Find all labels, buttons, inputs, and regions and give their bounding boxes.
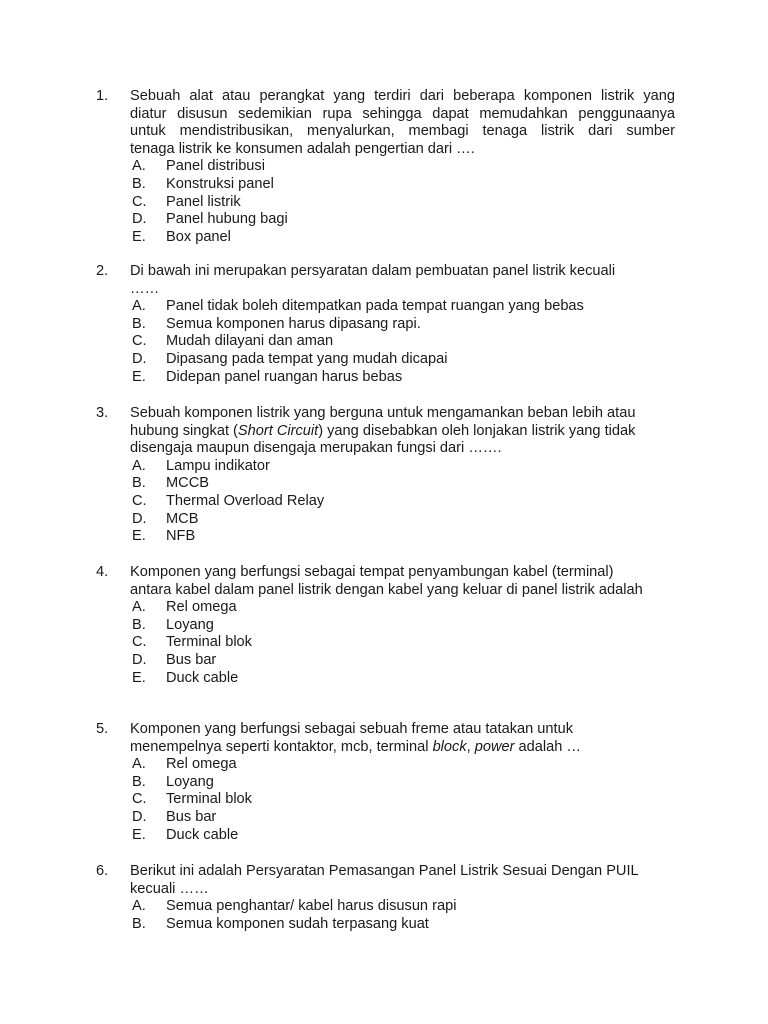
option-letter: A. — [132, 599, 146, 616]
option-text: Panel distribusi — [166, 158, 265, 175]
question-text — [130, 263, 675, 298]
option-letter: B. — [132, 175, 146, 192]
italic-term: block — [432, 738, 467, 755]
option-e[interactable] — [96, 528, 676, 546]
option-text: Didepan panel ruangan harus bebas — [166, 368, 403, 385]
option-list — [96, 599, 676, 687]
option-letter: D. — [132, 350, 147, 367]
question-2 — [96, 263, 676, 386]
option-text: Lampu indikator — [166, 457, 270, 474]
option-text: Box panel — [166, 228, 231, 245]
option-d[interactable] — [96, 211, 676, 229]
question-line: diatur disusun sedemikian rupa sehingga dapat memudahkan penggunaanya — [130, 105, 675, 122]
question-text — [130, 721, 675, 756]
option-text: MCCB — [166, 475, 209, 492]
option-letter: A. — [132, 158, 146, 175]
option-text: Loyang — [166, 616, 214, 633]
option-e[interactable] — [96, 229, 676, 247]
question-line-part: hubung singkat ( — [130, 422, 238, 439]
option-letter: B. — [132, 915, 146, 932]
option-c[interactable] — [96, 791, 676, 809]
option-letter: C. — [132, 791, 147, 808]
question-line: Komponen yang berfungsi sebagai sebuah freme atau tatakan untuk — [130, 721, 573, 737]
option-list — [96, 158, 676, 246]
question-line: Komponen yang berfungsi sebagai tempat penyambungan kabel (terminal) — [130, 564, 614, 580]
option-a[interactable] — [96, 898, 676, 916]
option-letter: B. — [132, 475, 146, 492]
question-6 — [96, 863, 676, 933]
option-letter: E. — [132, 826, 146, 843]
question-number: 5. — [96, 721, 109, 737]
question-line-part: menempelnya seperti kontaktor, mcb, terminal — [130, 738, 433, 755]
option-letter: E. — [132, 528, 146, 545]
italic-term: Short Circuit — [237, 422, 319, 439]
option-letter: E. — [132, 228, 146, 245]
option-letter: C. — [132, 634, 147, 651]
option-e[interactable] — [96, 827, 676, 845]
option-a[interactable] — [96, 458, 676, 476]
question-line: Berikut ini adalah Persyaratan Pemasangan Panel Listrik Sesuai Dengan PUIL — [130, 863, 639, 879]
option-letter: B. — [132, 773, 146, 790]
option-d[interactable] — [96, 652, 676, 670]
option-text: Rel omega — [166, 756, 237, 773]
question-line: kecuali …… — [130, 880, 209, 897]
question-number: 3. — [96, 405, 109, 421]
question-line: antara kabel dalam panel listrik dengan kabel yang keluar di panel listrik adalah — [130, 581, 643, 598]
question-number: 1. — [96, 88, 109, 104]
option-a[interactable] — [96, 158, 676, 176]
question-line: disengaja maupun disengaja merupakan fungsi dari ……. — [130, 440, 502, 457]
question-line: untuk mendistribusikan, menyalurkan, membagi tenaga listrik dari sumber — [130, 123, 675, 140]
option-letter: A. — [132, 298, 146, 315]
option-e[interactable] — [96, 670, 676, 688]
option-text: Loyang — [166, 773, 214, 790]
option-d[interactable] — [96, 351, 676, 369]
option-d[interactable] — [96, 809, 676, 827]
option-text: Konstruksi panel — [166, 175, 274, 192]
question-line: Di bawah ini merupakan persyaratan dalam pembuatan panel listrik kecuali — [130, 263, 616, 279]
question-4 — [96, 564, 676, 687]
option-text: Duck cable — [166, 826, 239, 843]
question-number: 4. — [96, 564, 109, 580]
option-b[interactable] — [96, 916, 676, 934]
option-letter: D. — [132, 808, 147, 825]
question-line: …… — [130, 280, 160, 297]
question-text — [130, 405, 675, 458]
option-text: Panel listrik — [166, 193, 241, 210]
option-a[interactable] — [96, 599, 676, 617]
option-c[interactable] — [96, 333, 676, 351]
option-text: Semua penghantar/ kabel harus disusun rapi — [166, 898, 457, 915]
question-line-part: adalah … — [514, 738, 582, 755]
option-letter: D. — [132, 211, 147, 228]
question-line — [130, 423, 675, 441]
question-number: 2. — [96, 263, 109, 279]
option-letter: C. — [132, 193, 147, 210]
question-1 — [96, 88, 676, 246]
question-5 — [96, 721, 676, 844]
question-text — [130, 564, 675, 599]
question-3 — [96, 405, 676, 546]
option-letter: B. — [132, 616, 146, 633]
question-text — [130, 863, 675, 898]
option-letter: A. — [132, 898, 146, 915]
question-text — [130, 88, 675, 158]
option-b[interactable] — [96, 316, 676, 334]
option-d[interactable] — [96, 511, 676, 529]
option-text: Bus bar — [166, 651, 217, 668]
option-b[interactable] — [96, 176, 676, 194]
question-line: tenaga listrik ke konsumen adalah pengertian dari …. — [130, 140, 475, 157]
option-letter: E. — [132, 669, 146, 686]
option-text: Mudah dilayani dan aman — [166, 333, 334, 350]
option-c[interactable] — [96, 493, 676, 511]
option-letter: A. — [132, 756, 146, 773]
option-letter: B. — [132, 315, 146, 332]
option-text: Semua komponen harus dipasang rapi. — [166, 315, 421, 332]
option-a[interactable] — [96, 756, 676, 774]
option-text: MCB — [166, 510, 199, 527]
option-b[interactable] — [96, 774, 676, 792]
option-c[interactable] — [96, 194, 676, 212]
option-text: Terminal blok — [166, 634, 252, 651]
question-line-part: ) yang disebabkan oleh lonjakan listrik yang tidak — [318, 422, 636, 439]
option-text: Rel omega — [166, 599, 237, 616]
option-letter: C. — [132, 492, 147, 509]
option-b[interactable] — [96, 617, 676, 635]
italic-term: power — [474, 738, 515, 755]
option-list — [96, 898, 676, 933]
option-text: Duck cable — [166, 669, 239, 686]
question-line — [130, 739, 675, 757]
option-text: Dipasang pada tempat yang mudah dicapai — [166, 350, 448, 367]
option-text: Thermal Overload Relay — [166, 492, 325, 509]
question-line: Sebuah komponen listrik yang berguna untuk mengamankan beban lebih atau — [130, 405, 636, 421]
option-list — [96, 756, 676, 844]
option-letter: C. — [132, 333, 147, 350]
option-list — [96, 298, 676, 386]
option-list — [96, 458, 676, 546]
option-letter: A. — [132, 457, 146, 474]
question-number: 6. — [96, 863, 109, 879]
option-text: Semua komponen sudah terpasang kuat — [166, 915, 429, 932]
option-a[interactable] — [96, 298, 676, 316]
option-e[interactable] — [96, 369, 676, 387]
option-letter: D. — [132, 651, 147, 668]
option-text: NFB — [166, 528, 196, 545]
question-line: Sebuah alat atau perangkat yang terdiri dari beberapa komponen listrik yang — [130, 88, 675, 104]
option-letter: D. — [132, 510, 147, 527]
question-line-part: , — [466, 738, 475, 755]
option-c[interactable] — [96, 634, 676, 652]
option-b[interactable] — [96, 475, 676, 493]
option-text: Bus bar — [166, 808, 217, 825]
option-text: Panel tidak boleh ditempatkan pada tempat ruangan yang bebas — [166, 298, 584, 315]
option-letter: E. — [132, 368, 146, 385]
option-text: Panel hubung bagi — [166, 211, 288, 228]
option-text: Terminal blok — [166, 791, 252, 808]
